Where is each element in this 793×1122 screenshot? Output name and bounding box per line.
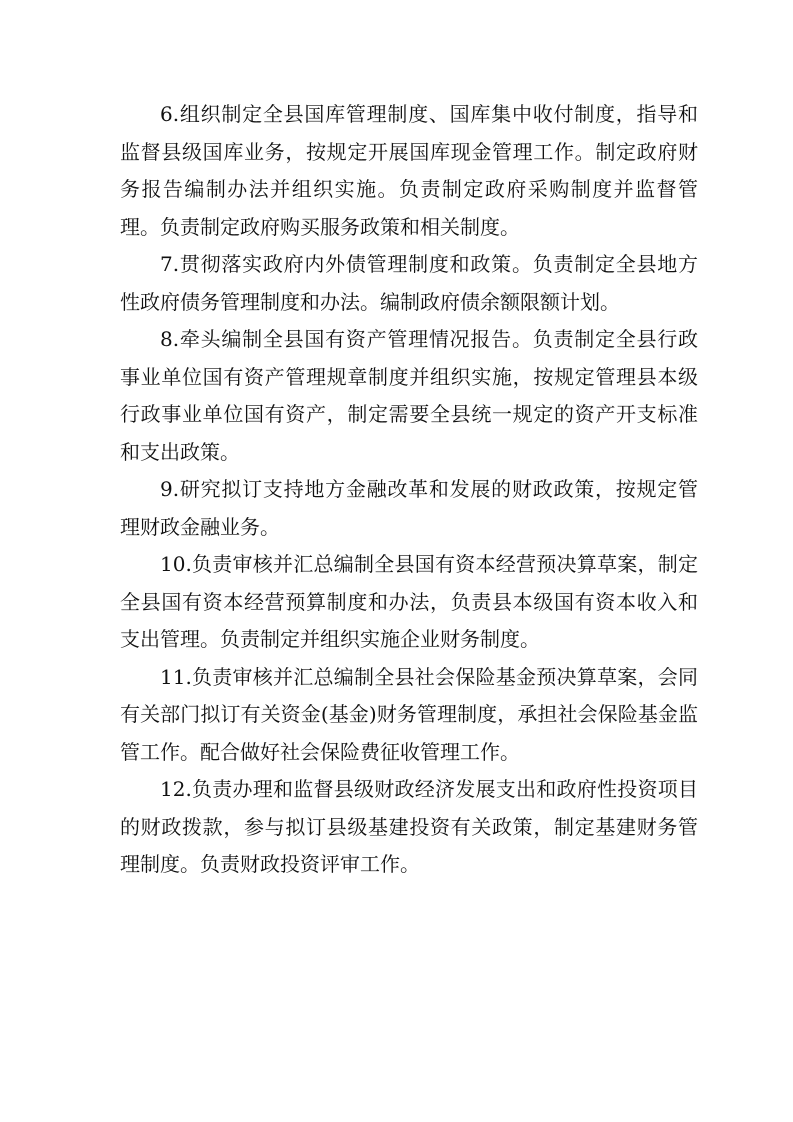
paragraph-item-11: 11.负责审核并汇总编制全县社会保险基金预决算草案，会同有关部门拟订有关资金(基金)财务管理制度，承担社会保险基金监管工作。配合做好社会保险费征收管理工作。 — [120, 664, 698, 764]
document-page — [120, 96, 698, 884]
paragraph-item-10: 10.负责审核并汇总编制全县国有资本经营预决算草案，制定全县国有资本经营预算制度和办法，负责县本级国有资本收入和支出管理。负责制定并组织实施企业财务制度。 — [120, 552, 698, 651]
paragraph-item-7: 7.贯彻落实政府内外债管理制度和政策。负责制定全县地方性政府债务管理制度和办法。编制政府债余额限额计划。 — [120, 252, 698, 314]
paragraph-item-6: 6.组织制定全县国库管理制度、国库集中收付制度，指导和监督县级国库业务，按规定开展国库现金管理工作。制定政府财务报告编制办法并组织实施。负责制定政府采购制度并监督管理。负责制定政府购买服务政策和相关制度。 — [120, 102, 698, 239]
paragraph-item-9: 9.研究拟订支持地方金融改革和发展的财政政策，按规定管理财政金融业务。 — [120, 477, 698, 539]
paragraph-item-8: 8.牵头编制全县国有资产管理情况报告。负责制定全县行政事业单位国有资产管理规章制度并组织实施，按规定管理县本级行政事业单位国有资产，制定需要全县统一规定的资产开支标准和支出政策。 — [120, 327, 698, 464]
paragraph-item-12: 12.负责办理和监督县级财政经济发展支出和政府性投资项目的财政拨款，参与拟订县级基建投资有关政策，制定基建财务管理制度。负责财政投资评审工作。 — [120, 777, 698, 876]
